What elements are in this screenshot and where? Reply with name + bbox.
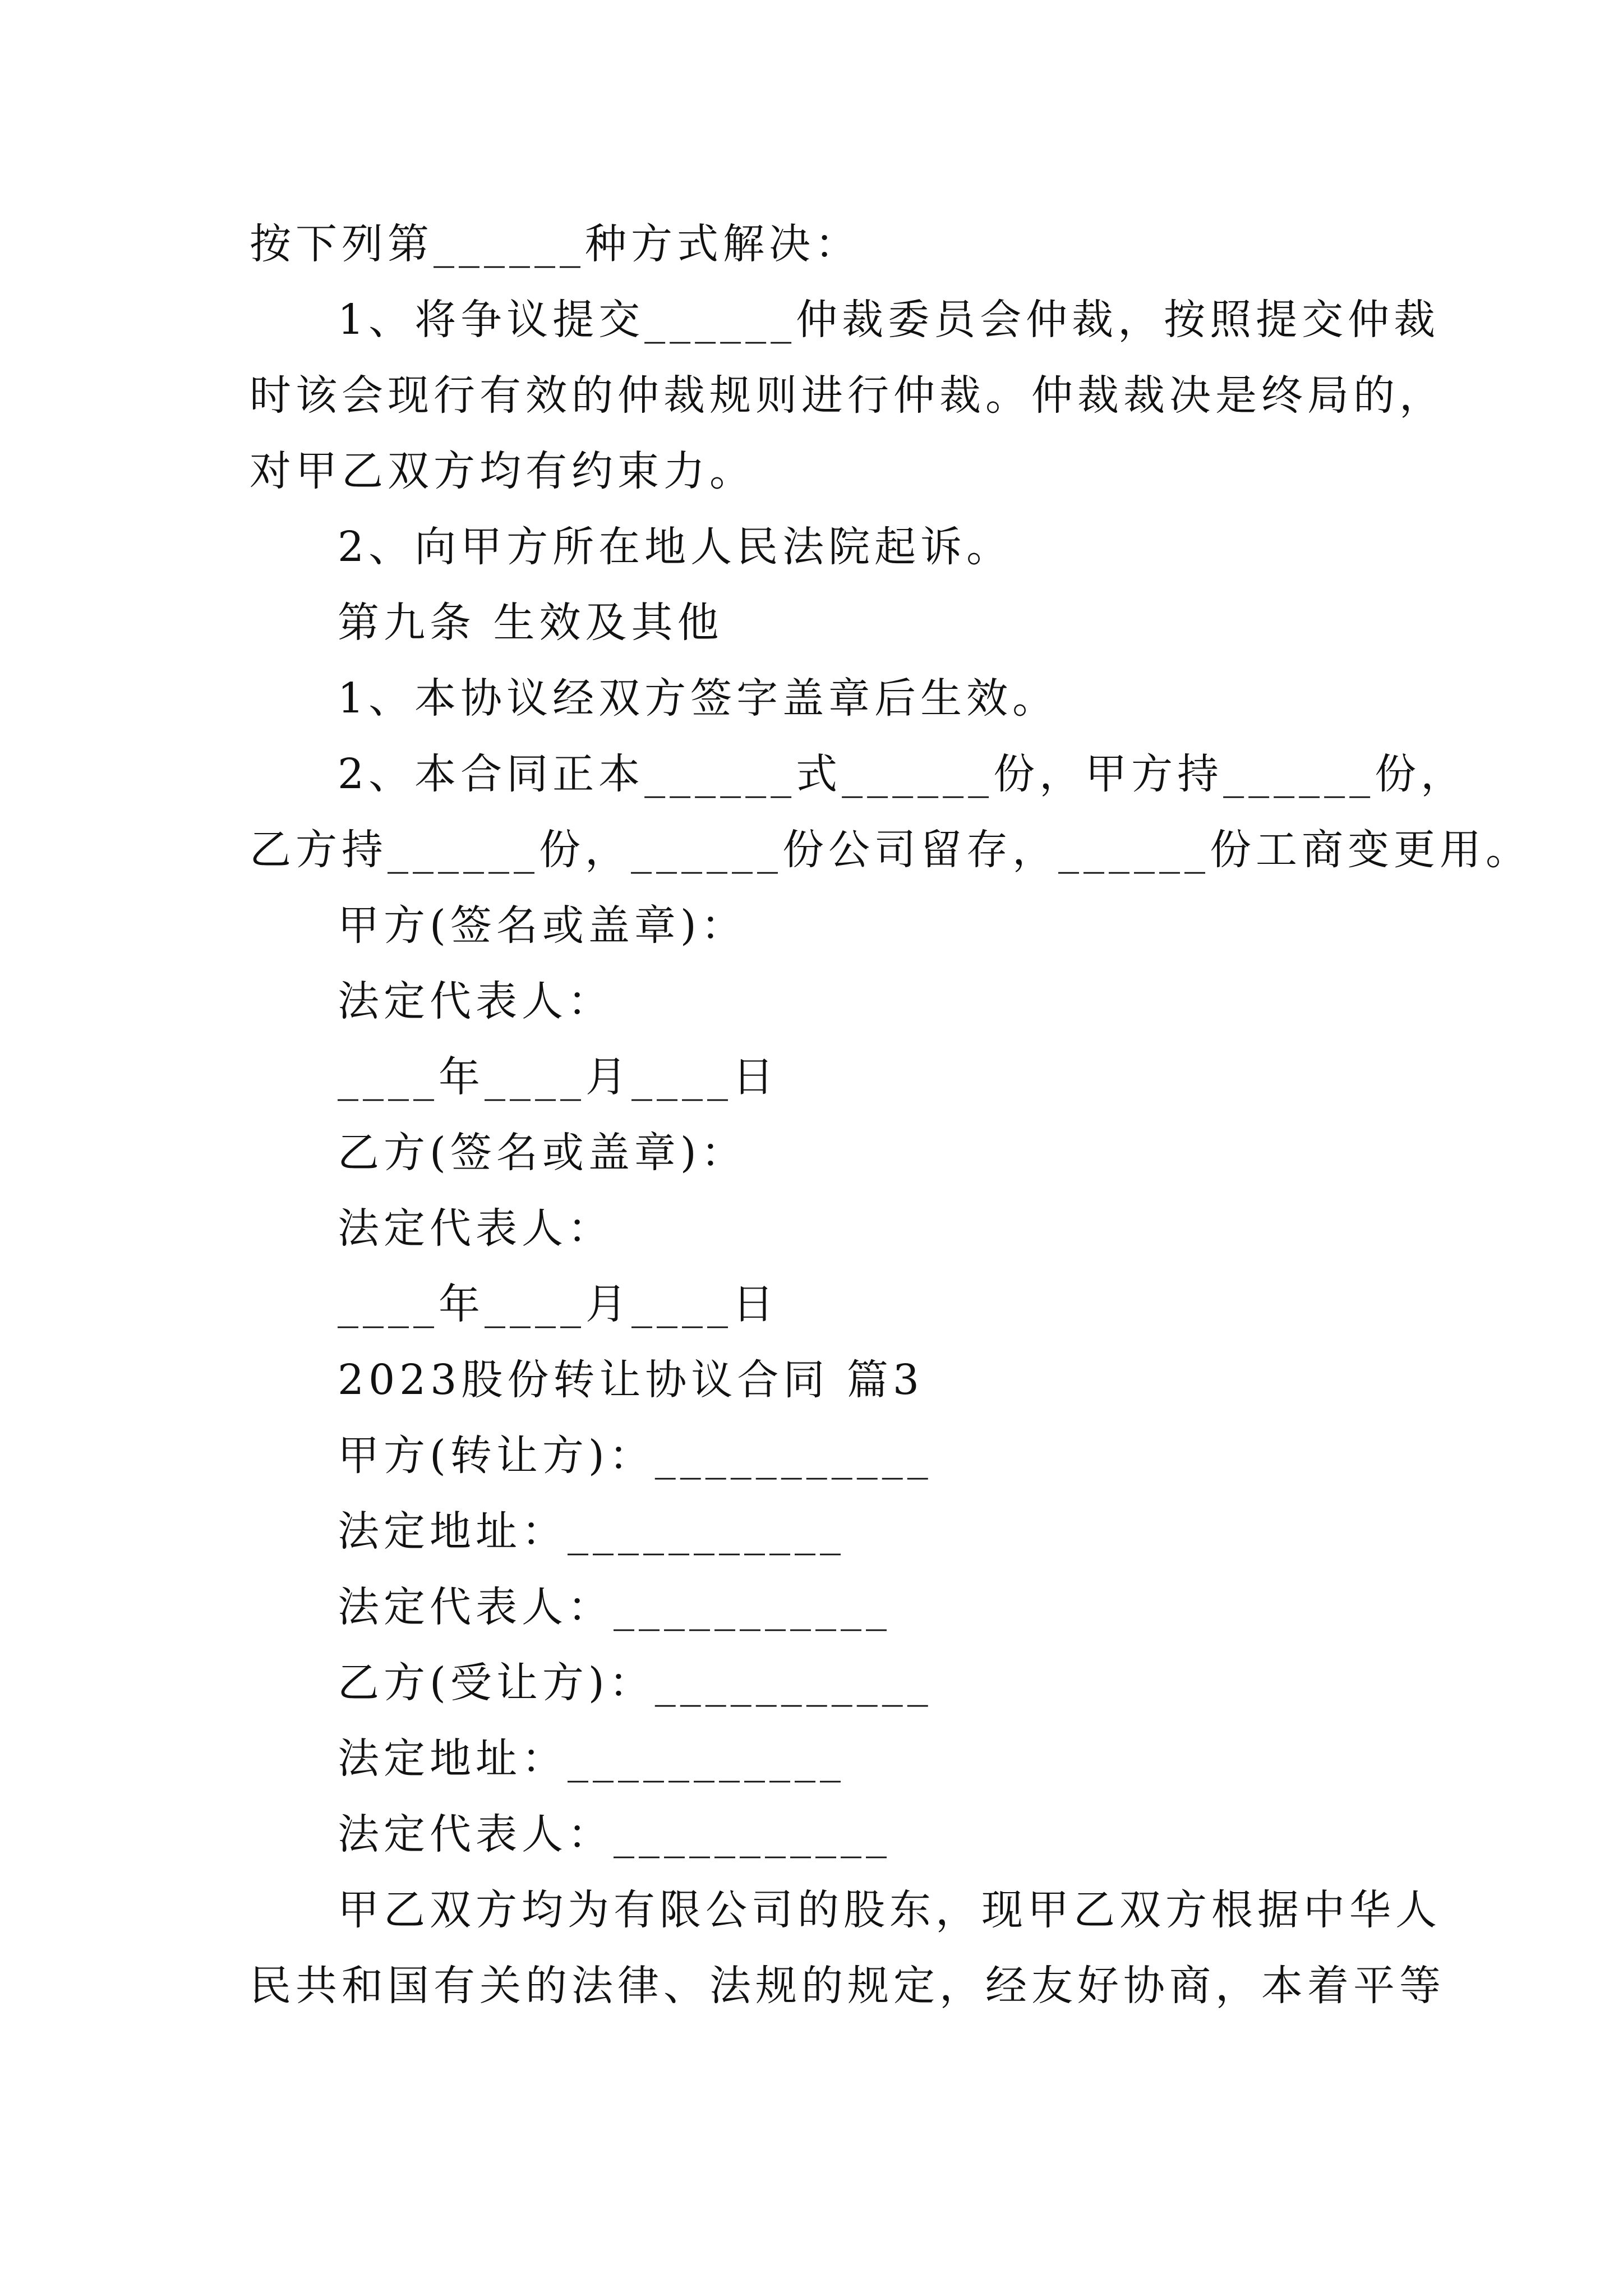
- text-line-binding: 对甲乙双方均有约束力。: [250, 447, 755, 495]
- text-line-copies-cont: 乙方持______份，______份公司留存，______份工商变更用。: [250, 826, 1532, 874]
- text-line-shareholders: 甲乙双方均为有限公司的股东，现甲乙双方根据中华人: [338, 1886, 1441, 1934]
- party-b-date-line: ____年____月____日: [338, 1280, 778, 1328]
- party-a-legal-rep-label: 法定代表人：: [338, 977, 614, 1025]
- party-b-legal-rep-label: 法定代表人：: [338, 1204, 614, 1253]
- section-title-part-3: 2023股份转让协议合同 篇3: [338, 1356, 924, 1404]
- text-line-arbitration-rules: 时该会现行有效的仲裁规则进行仲裁。仲裁裁决是终局的，: [250, 371, 1445, 420]
- party-a-transferor-field: 甲方(转让方)：___________: [338, 1432, 933, 1480]
- party-a-signature-label: 甲方(签名或盖章)：: [338, 901, 747, 950]
- text-line-shareholders-cont: 民共和国有关的法律、法规的规定，经友好协商，本着平等: [250, 1962, 1445, 2010]
- party-b-legal-rep-field: 法定代表人：___________: [338, 1810, 891, 1858]
- party-a-legal-rep-field: 法定代表人：___________: [338, 1583, 891, 1631]
- text-line-effective: 1、本协议经双方签字盖章后生效。: [338, 674, 1059, 723]
- party-a-date-line: ____年____月____日: [338, 1053, 778, 1101]
- text-line-court-item: 2、向甲方所在地人民法院起诉。: [338, 523, 1013, 571]
- text-line-arbitration-item: 1、将争议提交______仲裁委员会仲裁，按照提交仲裁: [338, 296, 1440, 344]
- party-b-address-field: 法定地址：___________: [338, 1734, 845, 1783]
- party-a-address-field: 法定地址：___________: [338, 1507, 845, 1556]
- text-line-copies: 2、本合同正本______式______份，甲方持______份，: [338, 750, 1467, 798]
- text-line-dispute-method: 按下列第______种方式解决：: [250, 220, 861, 268]
- section-heading-article-nine: 第九条 生效及其他: [338, 599, 723, 647]
- party-b-signature-label: 乙方(签名或盖章)：: [338, 1129, 747, 1177]
- party-b-transferee-field: 乙方(受让方)：___________: [338, 1659, 933, 1707]
